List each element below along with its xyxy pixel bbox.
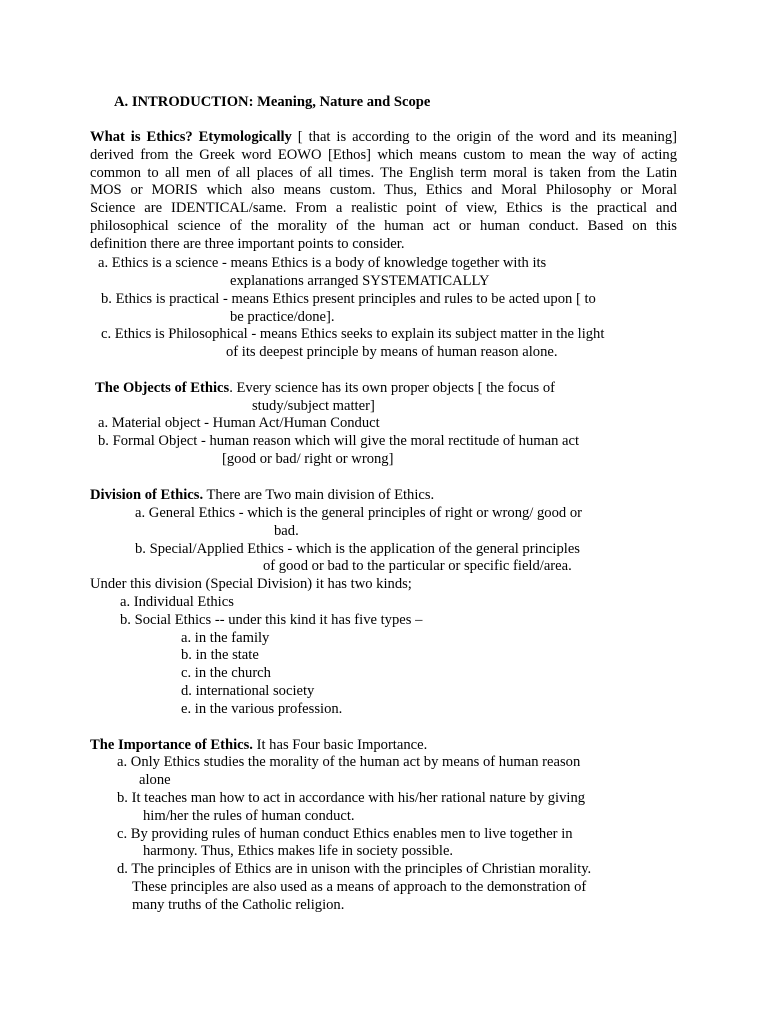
objects-item-b-cont: [good or bad/ right or wrong] [222,451,394,467]
social-type: c. in the church [181,665,271,681]
division-a-second: bad. [274,523,299,539]
importance-c-first: c. By providing rules of human conduct Ethics enables men to live together in [117,826,573,842]
paragraph-line: MOS or MORIS which also means custom. Thus, Ethics and Moral Philosophy or Moral [90,182,677,199]
importance-a-second: alone [139,772,171,788]
social-type: a. in the family [181,630,270,646]
kind-a: a. Individual Ethics [120,594,234,610]
social-type: d. international society [181,683,315,699]
objects-lead-line [95,380,555,398]
importance-lead-text: It has Four basic Importance. [252,737,428,753]
importance-d-first: d. The principles of Ethics are in unison with the principles of Christian morality. [117,861,592,877]
division-b-first: b. Special/Applied Ethics - which is the application of the general principles [135,541,580,557]
paragraph-line: definition there are three important points to consider. [90,235,405,252]
division-lead-text: There are Two main division of Ethics. [203,487,435,503]
point-a-second: explanations arranged SYSTEMATICALLY [230,273,490,289]
division-heading: Division of Ethics. [90,487,204,503]
importance-d-second: These principles are also used as a means of approach to the demonstration of [132,879,587,895]
what-is-ethics-paragraph [90,129,677,254]
social-type: b. in the state [181,647,259,663]
paragraph-line: common to all men of all places of all times. The English term moral is taken from the Latin [90,164,677,181]
importance-a-first: a. Only Ethics studies the morality of the human act by means of human reason [117,754,581,770]
importance-b-first: b. It teaches man how to act in accordance with his/her rational nature by giving [117,790,586,806]
division-b-second: of good or bad to the particular or specific field/area. [263,558,572,574]
paragraph-line [90,129,677,147]
paragraph-line: derived from the Greek word EOWO [Ethos] which means custom to mean the way of acting [90,146,677,163]
importance-c-second: harmony. Thus, Ethics makes life in society possible. [143,843,454,859]
social-type: e. in the various profession. [181,701,343,717]
paragraph-line: philosophical science of the morality of the human act or human conduct. Based on this [90,217,677,234]
objects-item-a: a. Material object - Human Act/Human Conduct [98,415,380,431]
division-a-first: a. General Ethics - which is the general principles of right or wrong/ good or [135,505,583,521]
point-a-first: a. Ethics is a science - means Ethics is a body of knowledge together with its [98,255,547,271]
point-c-first: c. Ethics is Philosophical - means Ethics seeks to explain its subject matter in the light [101,326,605,342]
objects-heading: The Objects of Ethics [95,380,230,396]
objects-item-b: b. Formal Object - human reason which will give the moral rectitude of human act [98,433,580,449]
importance-b-second: him/her the rules of human conduct. [143,808,355,824]
what-is-ethics-lead: What is Ethics? Etymologically [90,129,292,145]
division-under: Under this division (Special Division) it has two kinds; [90,576,412,592]
section-heading: A. INTRODUCTION: Meaning, Nature and Scope [114,94,431,110]
objects-lead-text: . Every science has its own proper objects [ the focus of [229,380,556,396]
kind-b: b. Social Ethics -- under this kind it has five types – [120,612,423,628]
paragraph-text: [ that is according to the origin of the word and its meaning] [291,129,677,145]
paragraph-line: Science are IDENTICAL/same. From a realistic point of view, Ethics is the practical and [90,200,677,217]
point-b-first: b. Ethics is practical - means Ethics present principles and rules to be acted upon [ to [101,291,596,307]
importance-heading: The Importance of Ethics. [90,737,253,753]
point-c-second: of its deepest principle by means of human reason alone. [226,344,558,360]
objects-line-2: study/subject matter] [252,398,375,414]
importance-lead-line [90,737,427,755]
importance-d-third: many truths of the Catholic religion. [132,897,345,913]
division-lead-line [90,487,434,505]
point-b-second: be practice/done]. [230,309,335,325]
